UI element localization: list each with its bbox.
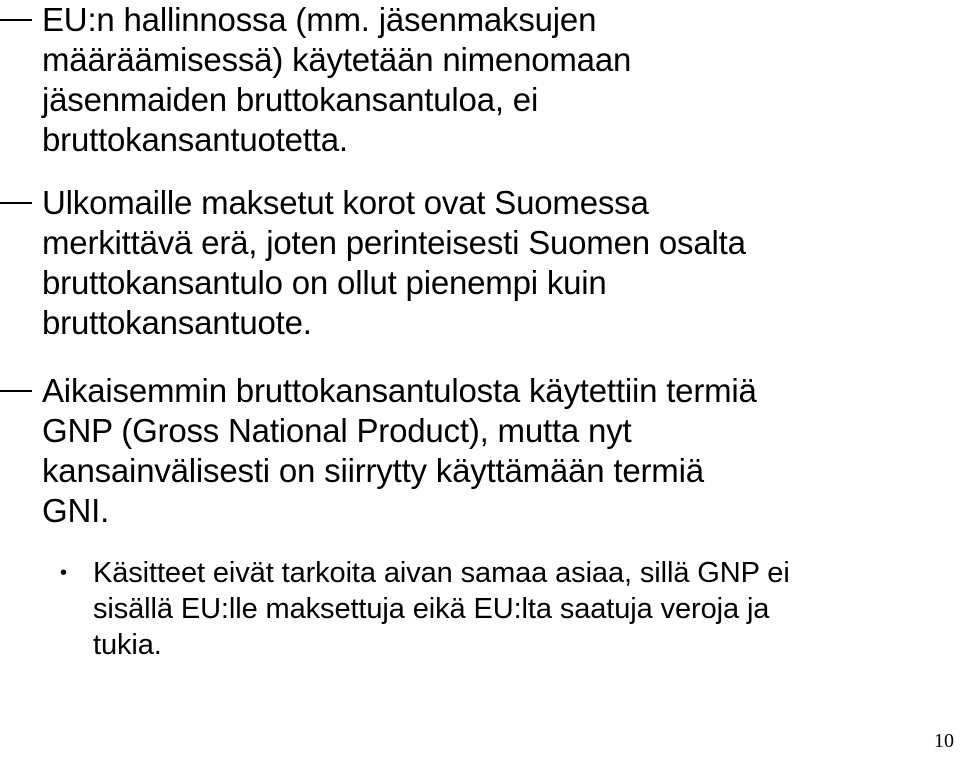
- text-line: bruttokansantulo on ollut pienempi kuin: [42, 264, 607, 301]
- dash-bullet-icon: [0, 202, 32, 204]
- dash-bullet-icon: [0, 390, 32, 392]
- text-line: jäsenmaiden bruttokansantuloa, ei: [42, 81, 539, 118]
- text-line: tukia.: [93, 629, 162, 661]
- text-line: GNI.: [42, 492, 110, 529]
- text-line: Aikaisemmin bruttokansantulosta käytettiin termiä: [42, 372, 757, 409]
- text-line: sisällä EU:lle maksettuja eikä EU:lta saatuja veroja ja: [93, 593, 770, 625]
- text-line: merkittävä erä, joten perinteisesti Suomen osalta: [42, 224, 746, 261]
- text-line: kansainvälisesti on siirrytty käyttämään termiä: [42, 452, 704, 489]
- text-line: bruttokansantuotetta.: [42, 121, 348, 158]
- bullet-text: [42, 0, 952, 160]
- sub-bullet-text: [93, 555, 953, 663]
- text-line: määräämisessä) käytetään nimenomaan: [42, 41, 632, 78]
- text-line: Käsitteet eivät tarkoita aivan samaa asiaa, sillä GNP ei: [93, 557, 790, 589]
- text-line: bruttokansantuote.: [42, 304, 312, 341]
- bullet-text: [42, 371, 952, 531]
- text-line: Ulkomaille maksetut korot ovat Suomessa: [42, 184, 649, 221]
- dot-bullet-icon: •: [60, 562, 68, 584]
- bullet-text: [42, 183, 952, 343]
- dash-bullet-icon: [0, 19, 32, 21]
- text-line: GNP (Gross National Product), mutta nyt: [42, 412, 632, 449]
- text-line: EU:n hallinnossa (mm. jäsenmaksujen: [42, 1, 597, 38]
- page-number: 10: [934, 730, 954, 752]
